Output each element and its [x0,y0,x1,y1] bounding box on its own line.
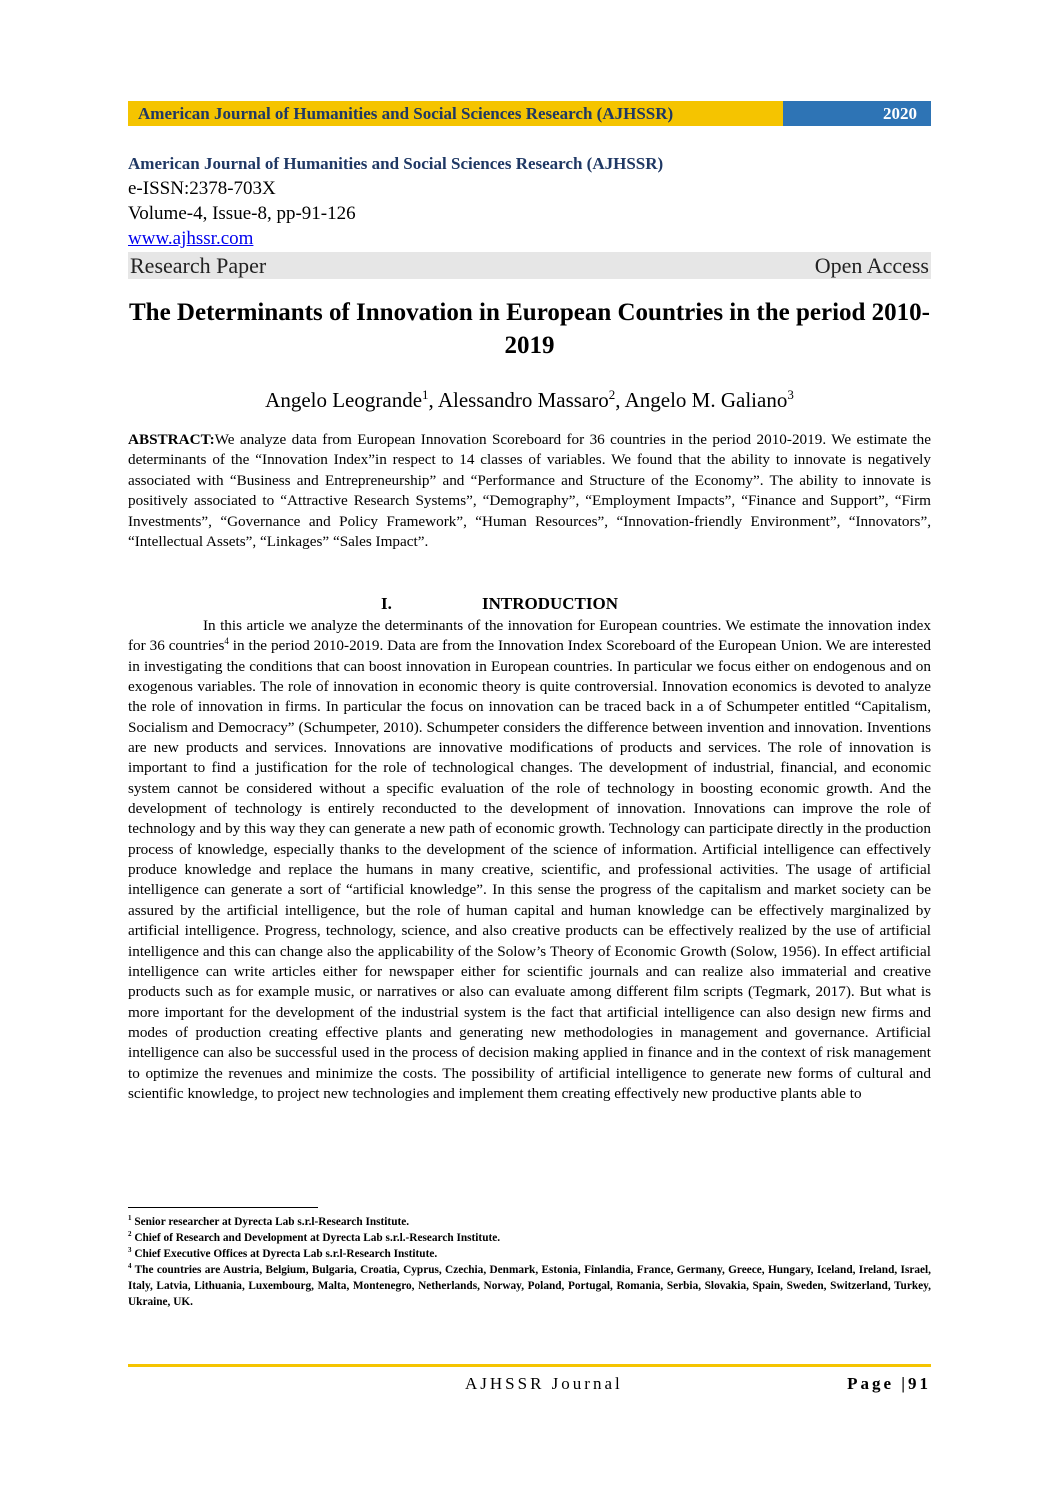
footnote-mark: 3 [128,1246,132,1255]
page-number-label [847,1374,931,1394]
author-affiliation-mark: 3 [787,387,794,402]
abstract-text: We analyze data from European Innovation Scoreboard for 36 countries in the period 2010-2019. We estimate the determinants of the “Innovation Index”in respect to 14 classes of variables. We found that the ability to innovate is negatively associated with “Business and Entrepreneurship” and “Performance and Structure of the Economy”. The ability to innovate is positively associated to “Attractive Research Systems”, “Demography”, “Employment Impacts”, “Finance and Support”, “Firm Investments”, “Governance and Policy Framework”, “Human Resources”, “Innovation-friendly Environment”, “Innovators”, “Intellectual Assets”, “Linkages” “Sales Impact”. [128,431,931,551]
section-title: INTRODUCTION [482,594,619,613]
footnote [128,1246,931,1262]
footnote-mark: 2 [128,1230,132,1239]
meta-journal-name: American Journal of Humanities and Social Sciences Research (AJHSSR) [128,154,664,173]
header-journal-title: American Journal of Humanities and Social Sciences Research (AJHSSR) [128,101,783,126]
footnote [128,1230,931,1246]
section-number: I. [381,594,392,613]
author-name: Angelo Leogrande [265,388,423,412]
footnote-text: The countries are Austria, Belgium, Bulgaria, Croatia, Cyprus, Czechia, Denmark, Estonia, Finlandia, France, Germany, Greece, Hungary, Iceland, Ireland, Israel, Italy, Latvia, Lithuania, Luxembourg, Malta, Montenegro, Netherlands, Norway, Poland, Portugal, Romania, Serbia, Slovakia, Spain, Sweden, Switzerland, Turkey, Ukraine, UK. [128,1264,931,1308]
journal-website-link[interactable]: www.ajhssr.com [128,228,254,249]
footnote-reference: 4 [224,636,229,647]
footnote-text: Chief Executive Offices at Dyrecta Lab s.r.l-Research Institute. [131,1248,438,1260]
abstract-label: ABSTRACT: [128,431,215,448]
author-name: Alessandro Massaro [437,388,609,412]
footnotes [128,1214,931,1310]
article-meta [128,151,931,279]
journal-header-band [128,101,931,126]
page-number: 91 [908,1374,931,1393]
author-affiliation-mark: 1 [422,387,429,402]
footnote-mark: 1 [128,1214,132,1223]
footnote-text: Chief of Research and Development at Dyrecta Lab s.r.l.-Research Institute. [131,1232,501,1244]
footnote [128,1214,931,1230]
author-affiliation-mark: 2 [608,387,616,402]
abstract [128,430,931,552]
author-list: Angelo Leogrande$^1$, Alessandro Massaro$^2$, Angelo M. Galiano$^3$ [265,387,794,412]
meta-volume: Volume-4, Issue-8, pp-91-126 [128,203,356,224]
intro-text: In this article we analyze the determinants of the innovation for European countries. We estimate the innovation index for 36 countries [128,617,931,655]
meta-issn: e-ISSN:2378-703X [128,178,276,199]
intro-text: in the period 2010-2019. Data are from the Innovation Index Scoreboard of the European Union. We are interested in investigating the conditions that can boost innovation in European countries. In particular we focus either on endogenous and on exogenous variables. The role of innovation in economic theory is quite controversial. Innovation economics is devoted to analyze the role of innovation in firms. In particular the focus on innovation can be traced back in a of Schumpeter entitled “Capitalism, Socialism and Democracy” (Schumpeter, 2010). Schumpeter considers the difference between invention and innovation. Inventions are new products and services. Innovations are innovative modifications of products and services. The role of innovation is important to find a justification for the role of technological changes. The development of industrial, financial, and economic system cannot be considered without a specific evaluation of the role of technology in boosting economic growth. And the development of technology is entirely reconducted to the development of innovation. Innovations can improve the role of technology and by this way they can generate a new path of economic growth. Technology can participate directly in the production process of knowledge, especially thanks to the development of the science of information. Artificial intelligence can effectively produce knowledge and replace the humans in many creative, scientific, and professional activities. The usage of artificial intelligence can generate a sort of “artificial knowledge”. In this sense the progress of the capitalism and market society can be assured by the artificial intelligence, but the role of human capital and human knowledge can be effectively marginalized by artificial intelligence. Progress, technology, science, and also creative products can be effectively realized by the use of artificial intelligence and this can change also the applicability of the Solow’s Theory of Economic Growth (Solow, 1956). In effect artificial intelligence can write articles either for newspaper either for scientific journals and can realize also immaterial and creative products such as for example music, or narratives or also can evaluate among different film scripts (Tegmark, 2017). But what is more important for the development of the industrial system is the fact that artificial intelligence can also design new firms and modes of production creating effective plants and generating new methodologies in management and governance. Artificial intelligence can also be successful used in the process of decision making applied in finance and in the context of risk management to optimize the revenues and minimize the costs. The possibility of artificial intelligence to generate new forms of cultural and scientific knowledge, to project new technologies and implement them creating effectively new productive plants able to [128,637,931,1102]
footnote-text: Senior researcher at Dyrecta Lab s.r.l-Research Institute. [131,1216,410,1228]
page-label: Page | [847,1374,908,1393]
paper-type: Research Paper [130,253,267,278]
header-year: 2020 [783,101,931,126]
author-name: Angelo M. Galiano [624,388,788,412]
paper-type-bar [128,252,931,279]
footnote-separator [128,1207,318,1208]
footer-rule [128,1364,931,1367]
access-type: Open Access [814,253,929,278]
footnote-mark: 4 [128,1262,132,1271]
paper-title: The Determinants of Innovation in European Countries in the period 2010-2019 [129,299,930,359]
footer-journal: AJHSSR Journal [465,1374,623,1393]
introduction-paragraph [128,616,931,1104]
footnote [128,1262,931,1310]
